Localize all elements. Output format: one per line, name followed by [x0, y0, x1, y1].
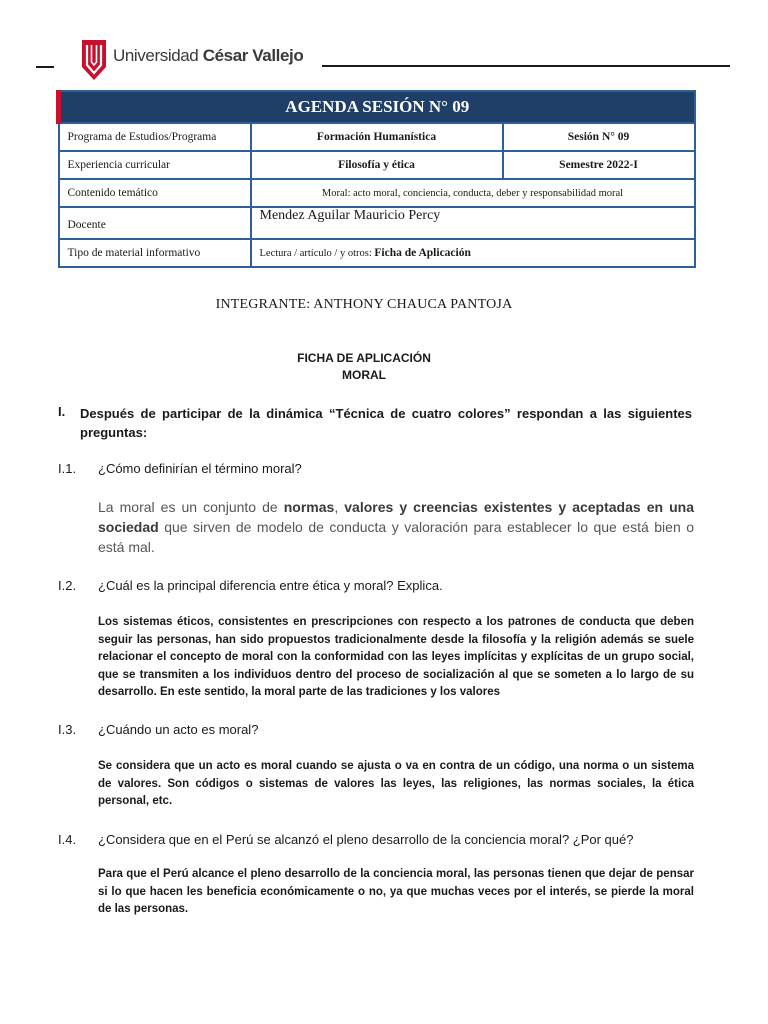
question-text: ¿Cuál es la principal diferencia entre ética y moral? Explica. — [98, 578, 443, 593]
answer-3: Se considera que un acto es moral cuando se ajusta o va en contra de un código, una norma o un sistema de valores. Son códigos o sistemas de valores las leyes, las religiones, las normas sociales, la ética personal, etc. — [98, 760, 694, 807]
tipo-prefix: Lectura / artículo / y otros: — [259, 248, 375, 259]
programa-label: Programa de Estudios/Programa — [59, 123, 251, 151]
answer-4: Para que el Perú alcance el pleno desarrollo de la conciencia moral, las personas tienen que dejar de pensar si lo que hacen les beneficia económicamente o no, ya que muchas veces por el interés, se pierde la moral de las personas. — [98, 868, 694, 915]
question-text: ¿Cuándo un acto es moral? — [98, 722, 259, 737]
answer-2: Los sistemas éticos, consistentes en prescripciones con respecto a los patrones de conducta que deben seguir las personas, han sido propuestos tradicionalmente desde la filosofía y la religión además se suele relacionar el concepto de moral con la conformidad con las leyes implícitas y explícitas de un grupo social, que se transmiten a los individuos dentro del proceso de socialización al que se someten a lo largo de su desarrollo. En este sentido, la moral parte de las tradiciones y los valores — [98, 616, 694, 698]
question-number: I.2. — [58, 578, 77, 593]
tipo-value: Ficha de Aplicación — [374, 247, 471, 259]
docente-label: Docente — [59, 207, 251, 239]
agenda-row-contenido — [59, 179, 695, 207]
tipo-cell — [251, 239, 695, 267]
question-text: ¿Considera que en el Perú se alcanzó el pleno desarrollo de la conciencia moral? ¿Por qué? — [98, 832, 634, 847]
experiencia-value: Filosofía y ética — [251, 151, 503, 179]
header-right-rule — [322, 65, 730, 67]
agenda-row-tipo — [59, 239, 695, 267]
question-text: ¿Cómo definirían el término moral? — [98, 461, 302, 476]
university-name: Universidad César Vallejo — [113, 46, 304, 65]
agenda-row-programa — [59, 123, 695, 151]
question-number: I.1. — [58, 461, 77, 476]
answer-1: La moral es un conjunto de normas, valores y creencias existentes y aceptadas en una sociedad que sirven de modelo de conducta y valoración para establecer lo que está bien o está mal. — [98, 499, 695, 555]
university-shield-icon — [82, 40, 106, 80]
question-number: I.4. — [58, 832, 77, 847]
experiencia-label: Experiencia curricular — [59, 151, 251, 179]
integrante-line: INTEGRANTE: ANTHONY CHAUCA PANTOJA — [215, 297, 513, 312]
tipo-label: Tipo de material informativo — [59, 239, 251, 267]
semestre-value: Semestre 2022-I — [503, 151, 695, 179]
agenda-row-experiencia — [59, 151, 695, 179]
programa-value: Formación Humanística — [251, 123, 503, 151]
contenido-value: Moral: acto moral, conciencia, conducta, deber y responsabilidad moral — [251, 179, 695, 207]
agenda-title-row — [59, 91, 695, 123]
question-number: I.3. — [58, 722, 77, 737]
ficha-title-block — [0, 350, 728, 384]
section-number: I. — [58, 404, 66, 419]
sesion-value: Sesión N° 09 — [503, 123, 695, 151]
agenda-title: AGENDA SESIÓN N° 09 — [59, 91, 695, 123]
docente-value: Mendez Aguilar Mauricio Percy — [251, 207, 695, 239]
section-instructions: Después de participar de la dinámica “Técnica de cuatro colores” respondan a las siguientes preguntas: — [80, 406, 692, 440]
ficha-subtitle: MORAL — [342, 368, 386, 382]
header-left-rule — [36, 66, 54, 68]
ficha-title: FICHA DE APLICACIÓN — [297, 351, 431, 365]
contenido-label: Contenido temático — [59, 179, 251, 207]
agenda-row-docente — [59, 207, 695, 239]
agenda-table — [56, 90, 696, 268]
